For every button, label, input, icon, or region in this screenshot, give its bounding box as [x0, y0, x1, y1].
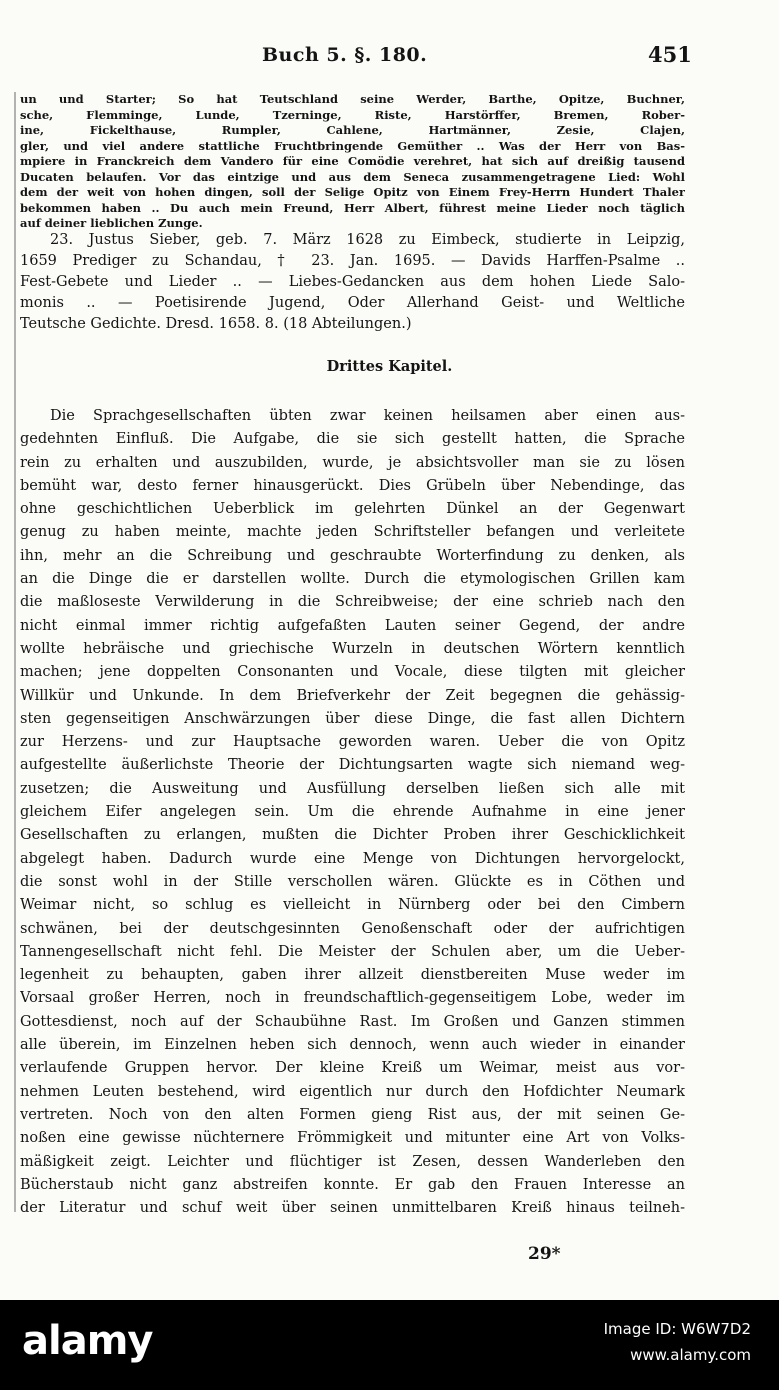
body-line: sten gegenseitigen Anschwärzungen über diese Dinge, die fast allen Dichtern — [20, 710, 685, 727]
site-url: www.alamy.com — [630, 1346, 751, 1364]
body-line: Gesellschaften zu erlangen, mußten die Dichter Proben ihrer Geschicklichkeit — [20, 827, 685, 844]
body-line: gleichem Eifer angelegen sein. Um die ehrende Aufnahme in eine jener — [20, 804, 685, 821]
footnote-line: gler, und viel andere stattliche Fruchtbringende Gemüther .. Was der Herr von Bas- — [20, 138, 685, 153]
entry-line: 1659 Prediger zu Schandau, † 23. Jan. 1695. — Davids Harffen-Psalme .. — [20, 253, 685, 269]
body-text — [20, 405, 685, 1220]
body-line: rein zu erhalten und auszubilden, wurde, je absichtsvoller man sie zu lösen — [20, 454, 685, 471]
entry-line: Fest-Gebete und Lieder .. — Liebes-Gedancken aus dem hohen Liede Salo- — [20, 274, 685, 290]
body-line: bemüht war, desto ferner hinausgerückt. Dies Grübeln über Nebendinge, das — [20, 477, 685, 494]
body-line: zur Herzens- und zur Hauptsache geworden waren. Ueber die von Opitz — [20, 734, 685, 751]
body-line: ihn, mehr an die Schreibung und geschraubte Worterfindung zu denken, als — [20, 547, 685, 564]
body-line: vertreten. Noch von den alten Formen gieng Rist aus, der mit seinen Ge- — [20, 1106, 685, 1123]
body-line: zusetzen; die Ausweitung und Ausfüllung derselben ließen sich alle mit — [20, 780, 685, 797]
body-line: machen; jene doppelten Consonanten und Vocale, diese tilgten mit gleicher — [20, 664, 685, 681]
signature-mark: 29* — [528, 1244, 561, 1264]
footnote-line: mpiere in Franckreich dem Vandero für eine Comödie verehret, hat sich auf dreißig tausend — [20, 154, 685, 168]
running-title: Buch 5. §. 180. — [262, 44, 428, 66]
body-line: wollte hebräische und griechische Wurzeln in deutschen Wörtern kenntlich — [20, 640, 685, 657]
footnote-line: Ducaten belaufen. Vor das eintzige und aus dem Seneca zusammengetragene Lied: Wohl — [20, 169, 685, 184]
body-line: alle überein, im Einzelnen heben sich dennoch, wenn auch wieder in einander — [20, 1037, 685, 1054]
body-line: Gottesdienst, noch auf der Schaubühne Rast. Im Großen und Ganzen stimmen — [20, 1013, 685, 1030]
alamy-logo: alamy — [22, 1318, 153, 1364]
body-line: nehmen Leuten bestehend, wird eigentlich nur durch den Hofdichter Neumark — [20, 1083, 685, 1100]
bibliography-entry — [20, 230, 685, 335]
footnote-line: ine, Fickelthause, Rumpler, Cahlene, Hartmänner, Zesie, Clajen, — [20, 123, 685, 137]
entry-line: 23. Justus Sieber, geb. 7. März 1628 zu Eimbeck, studierte in Leipzig, — [50, 232, 685, 248]
body-line: der Literatur und schuf weit über seinen unmittelbaren Kreiß hinaus teilneh- — [20, 1200, 685, 1217]
footnote-line: auf deiner lieblichen Zunge. — [20, 216, 203, 230]
body-line: die maßloseste Verwilderung in die Schreibweise; der eine schrieb nach den — [20, 594, 685, 611]
page-number: 451 — [648, 42, 692, 67]
body-line: die sonst wohl in der Stille verschollen wären. Glückte es in Cöthen und — [20, 873, 685, 890]
footnote-line: dem der weit von hohen dingen, soll der Selige Opitz von Einem Frey-Herrn Hundert Thaler — [20, 185, 685, 199]
footnote-line: bekommen haben .. Du auch mein Freund, Herr Albert, führest meine Lieder noch täglich — [20, 200, 685, 215]
body-line: ohne geschichtlichen Ueberblick im gelehrten Dünkel an der Gegenwart — [20, 501, 685, 518]
body-line: Tannengesellschaft nicht fehl. Die Meister der Schulen aber, um die Ueber- — [20, 943, 685, 960]
entry-line: Teutsche Gedichte. Dresd. 1658. 8. (18 Abteilungen.) — [20, 316, 412, 332]
body-line: noßen eine gewisse nüchternere Frömmigkeit und mitunter eine Art von Volks- — [20, 1130, 685, 1147]
entry-line: monis .. — Poetisirende Jugend, Oder Allerhand Geist- und Weltliche — [20, 295, 685, 311]
body-line: mäßigkeit zeigt. Leichter und flüchtiger ist Zesen, dessen Wanderleben den — [20, 1153, 685, 1170]
body-line: verlaufende Gruppen hervor. Der kleine Kreiß um Weimar, meist aus vor- — [20, 1060, 685, 1077]
body-line: gedehnten Einfluß. Die Aufgabe, die sie sich gestellt hatten, die Sprache — [20, 431, 685, 448]
body-line: Vorsaal großer Herren, noch in freundschaftlich-gegenseitigem Lobe, weder im — [20, 990, 685, 1007]
body-line: schwänen, bei der deutschgesinnten Genoßenschaft oder der aufrichtigen — [20, 920, 685, 937]
body-line: Bücherstaub nicht ganz abstreifen konnte. Er gab den Frauen Interesse an — [20, 1176, 685, 1193]
page-header — [0, 38, 779, 72]
footnote-line: un und Starter; So hat Teutschland seine Werder, Barthe, Opitze, Buchner, — [20, 92, 685, 106]
binding-edge-shadow — [14, 92, 16, 1212]
body-line: Weimar nicht, so schlug es vielleicht in Nürnberg oder bei den Cimbern — [20, 897, 685, 914]
footnote-quotation-block — [20, 92, 685, 232]
image-id: Image ID: W6W7D2 — [603, 1320, 751, 1338]
body-line: legenheit zu behaupten, gaben ihrer allzeit dienstbereiten Muse weder im — [20, 967, 685, 984]
chapter-title: Drittes Kapitel. — [326, 358, 453, 375]
body-line: an die Dinge die er darstellen wollte. Durch die etymologischen Grillen kam — [20, 571, 685, 588]
body-line: genug zu haben meinte, machte jeden Schriftsteller befangen und verleitete — [20, 524, 685, 541]
body-line: Willkür und Unkunde. In dem Briefverkehr der Zeit begegnen die gehässig- — [20, 687, 685, 704]
watermark-banner — [0, 1300, 779, 1390]
body-line: abgelegt haben. Dadurch wurde eine Menge von Dichtungen hervorgelockt, — [20, 850, 685, 867]
body-line: aufgestellte äußerlichste Theorie der Dichtungsarten wagte sich niemand weg- — [20, 757, 685, 774]
footnote-line: sche, Flemminge, Lunde, Tzerninge, Riste, Harstörffer, Bremen, Rober- — [20, 107, 685, 122]
body-line: Die Sprachgesellschaften übten zwar keinen heilsamen aber einen aus- — [50, 408, 685, 424]
body-line: nicht einmal immer richtig aufgefaßten Lauten seiner Gegend, der andre — [20, 617, 685, 634]
